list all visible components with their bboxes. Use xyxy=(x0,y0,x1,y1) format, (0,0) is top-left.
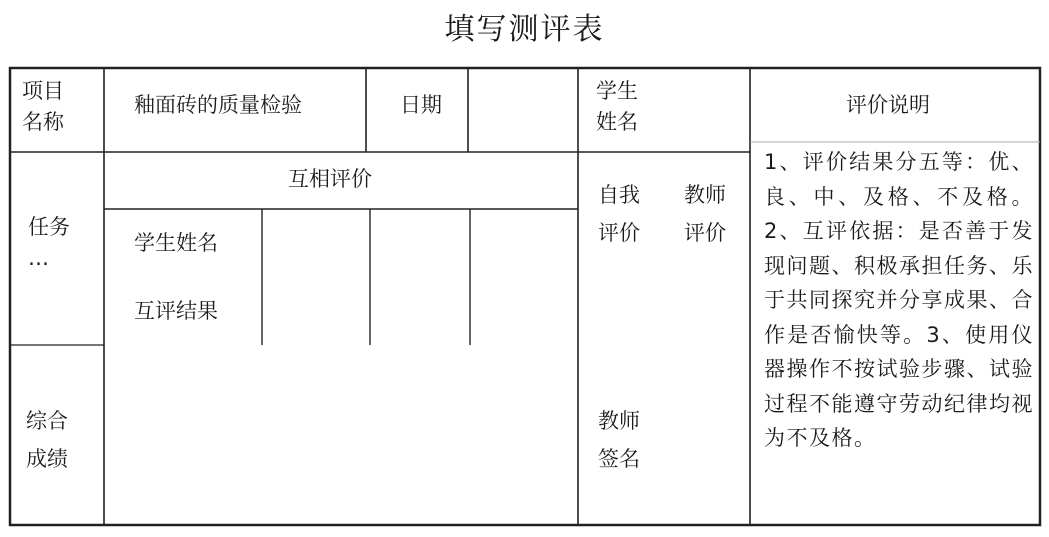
task-label: 任务 … xyxy=(28,215,70,270)
teacher-sign-label: 教师 签名 xyxy=(598,409,640,471)
self-eval-label: 自我 评价 xyxy=(598,183,640,245)
peer-student-name-label: 学生姓名 xyxy=(134,231,218,255)
project-name-label: 项目 名称 xyxy=(22,79,64,134)
overall-score-label: 综合 成绩 xyxy=(26,409,68,471)
teacher-eval-label: 教师 评价 xyxy=(684,183,726,245)
page-title: 填写测评表 xyxy=(444,12,605,47)
student-name-label: 学生 姓名 xyxy=(596,79,638,134)
peer-eval-header: 互相评价 xyxy=(288,167,372,191)
eval-notes-text: 1、评价结果分五等：优、良、中、及格、不及格。2、互评依据：是否善于发现问题、积极承担任务、乐于共同探究并分享成果、合作是否愉快等。3、使用仪器操作不按试验步骤、试验过程不能遵守劳动纪律均视为不及格。 xyxy=(764,150,1034,450)
eval-notes-header: 评价说明 xyxy=(846,93,930,117)
project-name-value: 釉面砖的质量检验 xyxy=(134,93,302,117)
date-label: 日期 xyxy=(400,93,442,117)
peer-result-label: 互评结果 xyxy=(134,299,218,323)
